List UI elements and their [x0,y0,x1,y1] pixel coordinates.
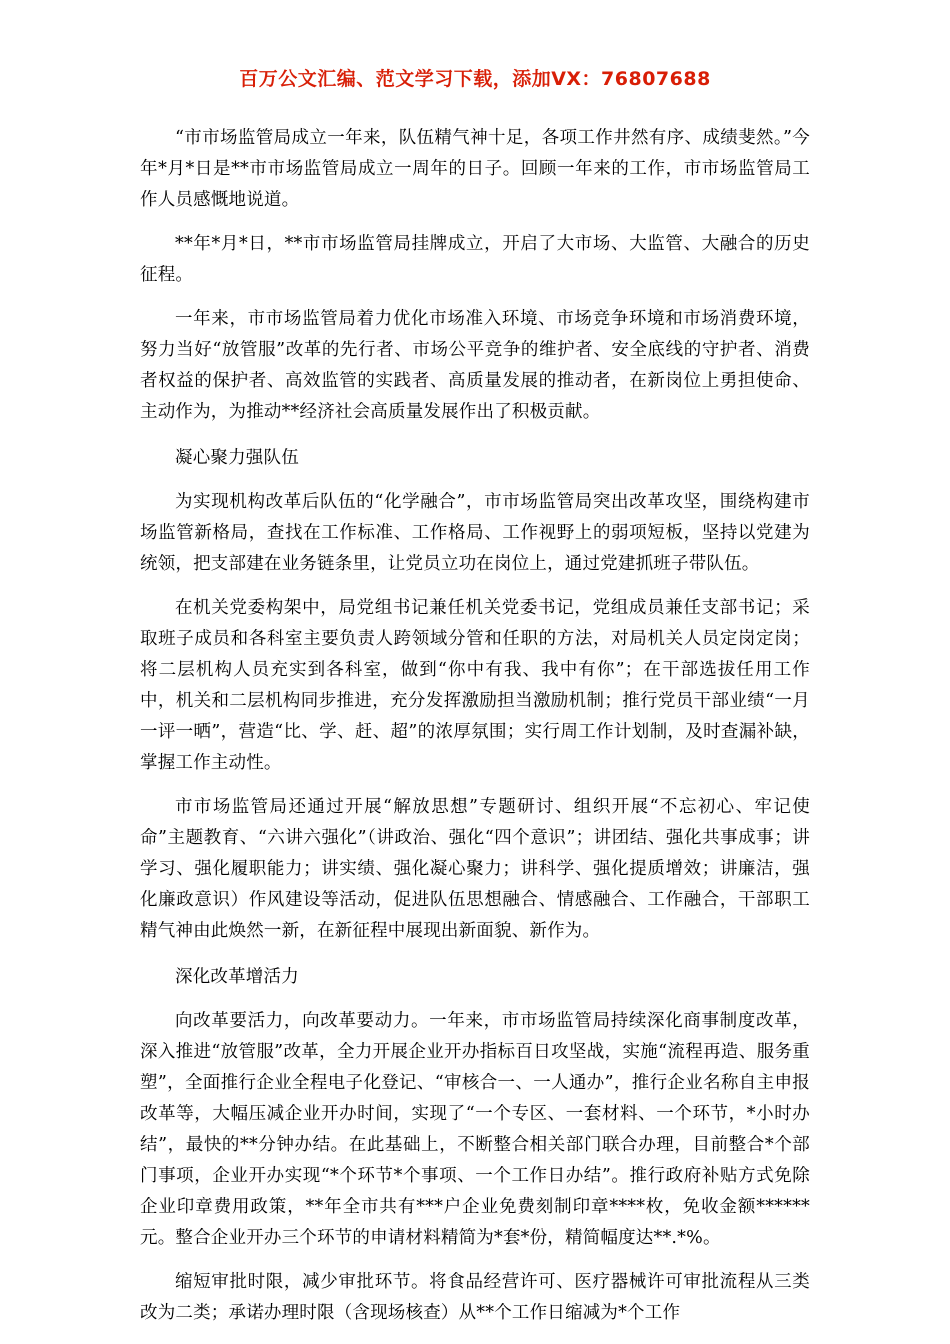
section-heading: 凝心聚力强队伍 [175,448,299,468]
paragraph: 为实现机构改革后队伍的“化学融合”，市市场监管局突出改革攻坚，围绕构建市场监管新格局，查找在工作标准、工作格局、工作视野上的弱项短板，坚持以党建为统领，把支部建在业务链条里，让党员立功在岗位上，通过党建抓班子带队伍。 [140,492,810,574]
paragraph: 市市场监管局还通过开展“解放思想”专题研讨、组织开展“不忘初心、牢记使命”主题教育、“六讲六强化”（讲政治、强化“四个意识”；讲团结、强化共事成事；讲学习、强化履职能力；讲实绩、强化凝心聚力；讲科学、强化提质增效；讲廉洁，强化廉政意识）作风建设等活动，促进队伍思想融合、情感融合、工作融合，干部职工精气神由此焕然一新，在新征程中展现出新面貌、新作为。 [140,797,810,941]
paragraph: 在机关党委构架中，局党组书记兼任机关党委书记，党组成员兼任支部书记；采取班子成员和各科室主要负责人跨领域分管和任职的方法，对局机关人员定岗定岗；将二层机构人员充实到各科室，做到“你中有我、我中有你”；在干部选拔任用工作中，机关和二层机构同步推进，充分发挥激励担当激励机制；推行党员干部业绩“一月一评一晒”，营造“比、学、赶、超”的浓厚氛围；实行周工作计划制，及时查漏补缺，掌握工作主动性。 [140,598,810,773]
paragraph: **年*月*日，**市市场监管局挂牌成立，开启了大市场、大监管、大融合的历史征程。 [140,234,810,285]
promo-banner: 百万公文汇编、范文学习下载，添加VX：76807688 [239,68,711,90]
document-body [140,123,810,1329]
paragraph: 向改革要活力，向改革要动力。一年来，市市场监管局持续深化商事制度改革，深入推进“放管服”改革，全力开展企业开办指标百日攻坚战，实施“流程再造、服务重塑”，全面推行企业全程电子化登记、“审核合一、一人通办”，推行企业名称自主申报改革等，大幅压减企业开办时间，实现了“一个专区、一套材料、一个环节，*小时办结”，最快的**分钟办结。在此基础上，不断整合相关部门联合办理，目前整合*个部门事项，企业开办实现“*个环节*个事项、一个工作日办结”。推行政府补贴方式免除企业印章费用政策，**年全市共有***户企业免费刻制印章****枚，免收金额******元。整合企业开办三个环节的申请材料精简为*套*份，精简幅度达**.*%。 [140,1011,810,1248]
paragraph: 一年来，市市场监管局着力优化市场准入环境、市场竞争环境和市场消费环境，努力当好“放管服”改革的先行者、市场公平竞争的维护者、安全底线的守护者、消费者权益的保护者、高效监管的实践者、高质量发展的推动者，在新岗位上勇担使命、主动作为，为推动**经济社会高质量发展作出了积极贡献。 [140,309,810,422]
paragraph: “市市场监管局成立一年来，队伍精气神十足，各项工作井然有序、成绩斐然。”今年*月*日是**市市场监管局成立一周年的日子。回顾一年来的工作，市市场监管局工作人员感慨地说道。 [140,128,810,210]
paragraph: 缩短审批时限，减少审批环节。将食品经营许可、医疗器械许可审批流程从三类改为二类；承诺办理时限（含现场核查）从**个工作日缩减为*个工作 [140,1272,810,1323]
section-heading: 深化改革增活力 [175,967,299,987]
